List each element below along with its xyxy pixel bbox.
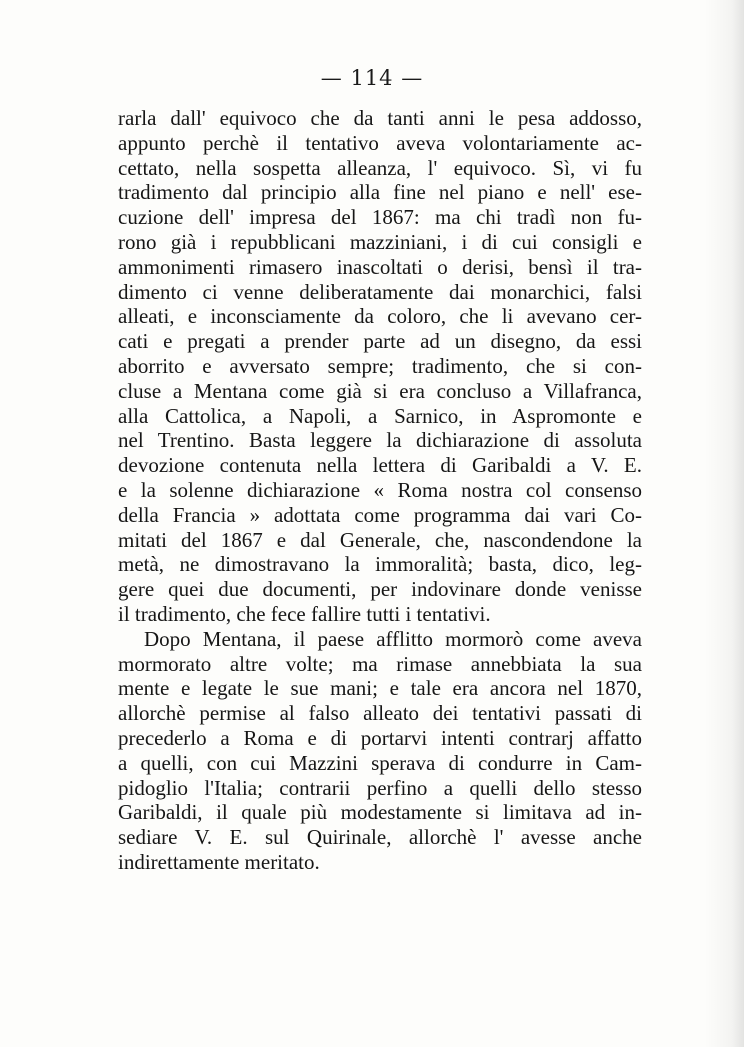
text-line: cettato, nella sospetta alleanza, l' equivoco. Sì, vi fu (118, 155, 642, 180)
text-line: nel Trentino. Basta leggere la dichiarazione di assoluta (118, 428, 642, 453)
text-line: Dopo Mentana, il paese afflitto mormorò come aveva (144, 626, 642, 651)
text-line: a quelli, con cui Mazzini sperava di condurre in Cam- (118, 750, 642, 775)
text-line: devozione contenuta nella lettera di Garibaldi a V. E. (118, 453, 642, 478)
text-line: dimento ci venne deliberatamente dai monarchici, falsi (118, 279, 642, 304)
text-line: Garibaldi, il quale più modestamente si limitava ad in- (118, 800, 642, 825)
text-line: alleati, e inconsciamente da coloro, che li avevano cer- (118, 304, 642, 329)
paragraph-2 (118, 627, 642, 875)
text-line: indirettamente meritato. (118, 849, 320, 874)
text-line: allorchè permise al falso alleato dei tentativi passati di (118, 701, 642, 726)
page-number: — 114 — (320, 66, 424, 90)
page-edge-shadow (704, 0, 744, 1047)
text-line: della Francia » adottata come programma dai vari Co- (118, 502, 642, 527)
text-line: sediare V. E. sul Quirinale, allorchè l' avesse anche (118, 825, 642, 850)
text-line: rono già i repubblicani mazziniani, i di cui consigli e (118, 229, 642, 254)
text-line: cluse a Mentana come già si era concluso a Villafranca, (118, 378, 642, 403)
text-line: gere quei due documenti, per indovinare donde venisse (118, 577, 642, 602)
text-line: precederlo a Roma e di portarvi intenti contrarj affatto (118, 725, 642, 750)
text-line: metà, ne dimostravano la immoralità; basta, dico, leg- (118, 552, 642, 577)
text-line: il tradimento, che fece fallire tutti i tentativi. (118, 601, 491, 626)
text-line: cuzione dell' impresa del 1867: ma chi tradì non fu- (118, 205, 642, 230)
text-line: aborrito e avversato sempre; tradimento, che si con- (118, 353, 642, 378)
text-line: mormorato altre volte; ma rimase annebbiata la sua (118, 651, 642, 676)
text-line: tradimento dal principio alla fine nel piano e nell' ese- (118, 180, 642, 205)
text-line: rarla dall' equivoco che da tanti anni le pesa addosso, (118, 106, 642, 130)
text-line: alla Cattolica, a Napoli, a Sarnico, in Aspromonte e (118, 403, 642, 428)
paragraph-1 (118, 106, 642, 627)
text-line: appunto perchè il tentativo aveva volontariamente ac- (118, 130, 642, 155)
text-line: ammonimenti rimasero inascoltati o derisi, bensì il tra- (118, 254, 642, 279)
text-line: mitati del 1867 e dal Generale, che, nascondendone la (118, 527, 642, 552)
text-line: e la solenne dichiarazione « Roma nostra col consenso (118, 477, 642, 502)
text-line: pidoglio l'Italia; contrarii perfino a quelli dello stesso (118, 775, 642, 800)
text-line: cati e pregati a prender parte ad un disegno, da essi (118, 329, 642, 354)
text-line: mente e legate le sue mani; e tale era ancora nel 1870, (118, 676, 642, 701)
body-text (118, 106, 642, 875)
